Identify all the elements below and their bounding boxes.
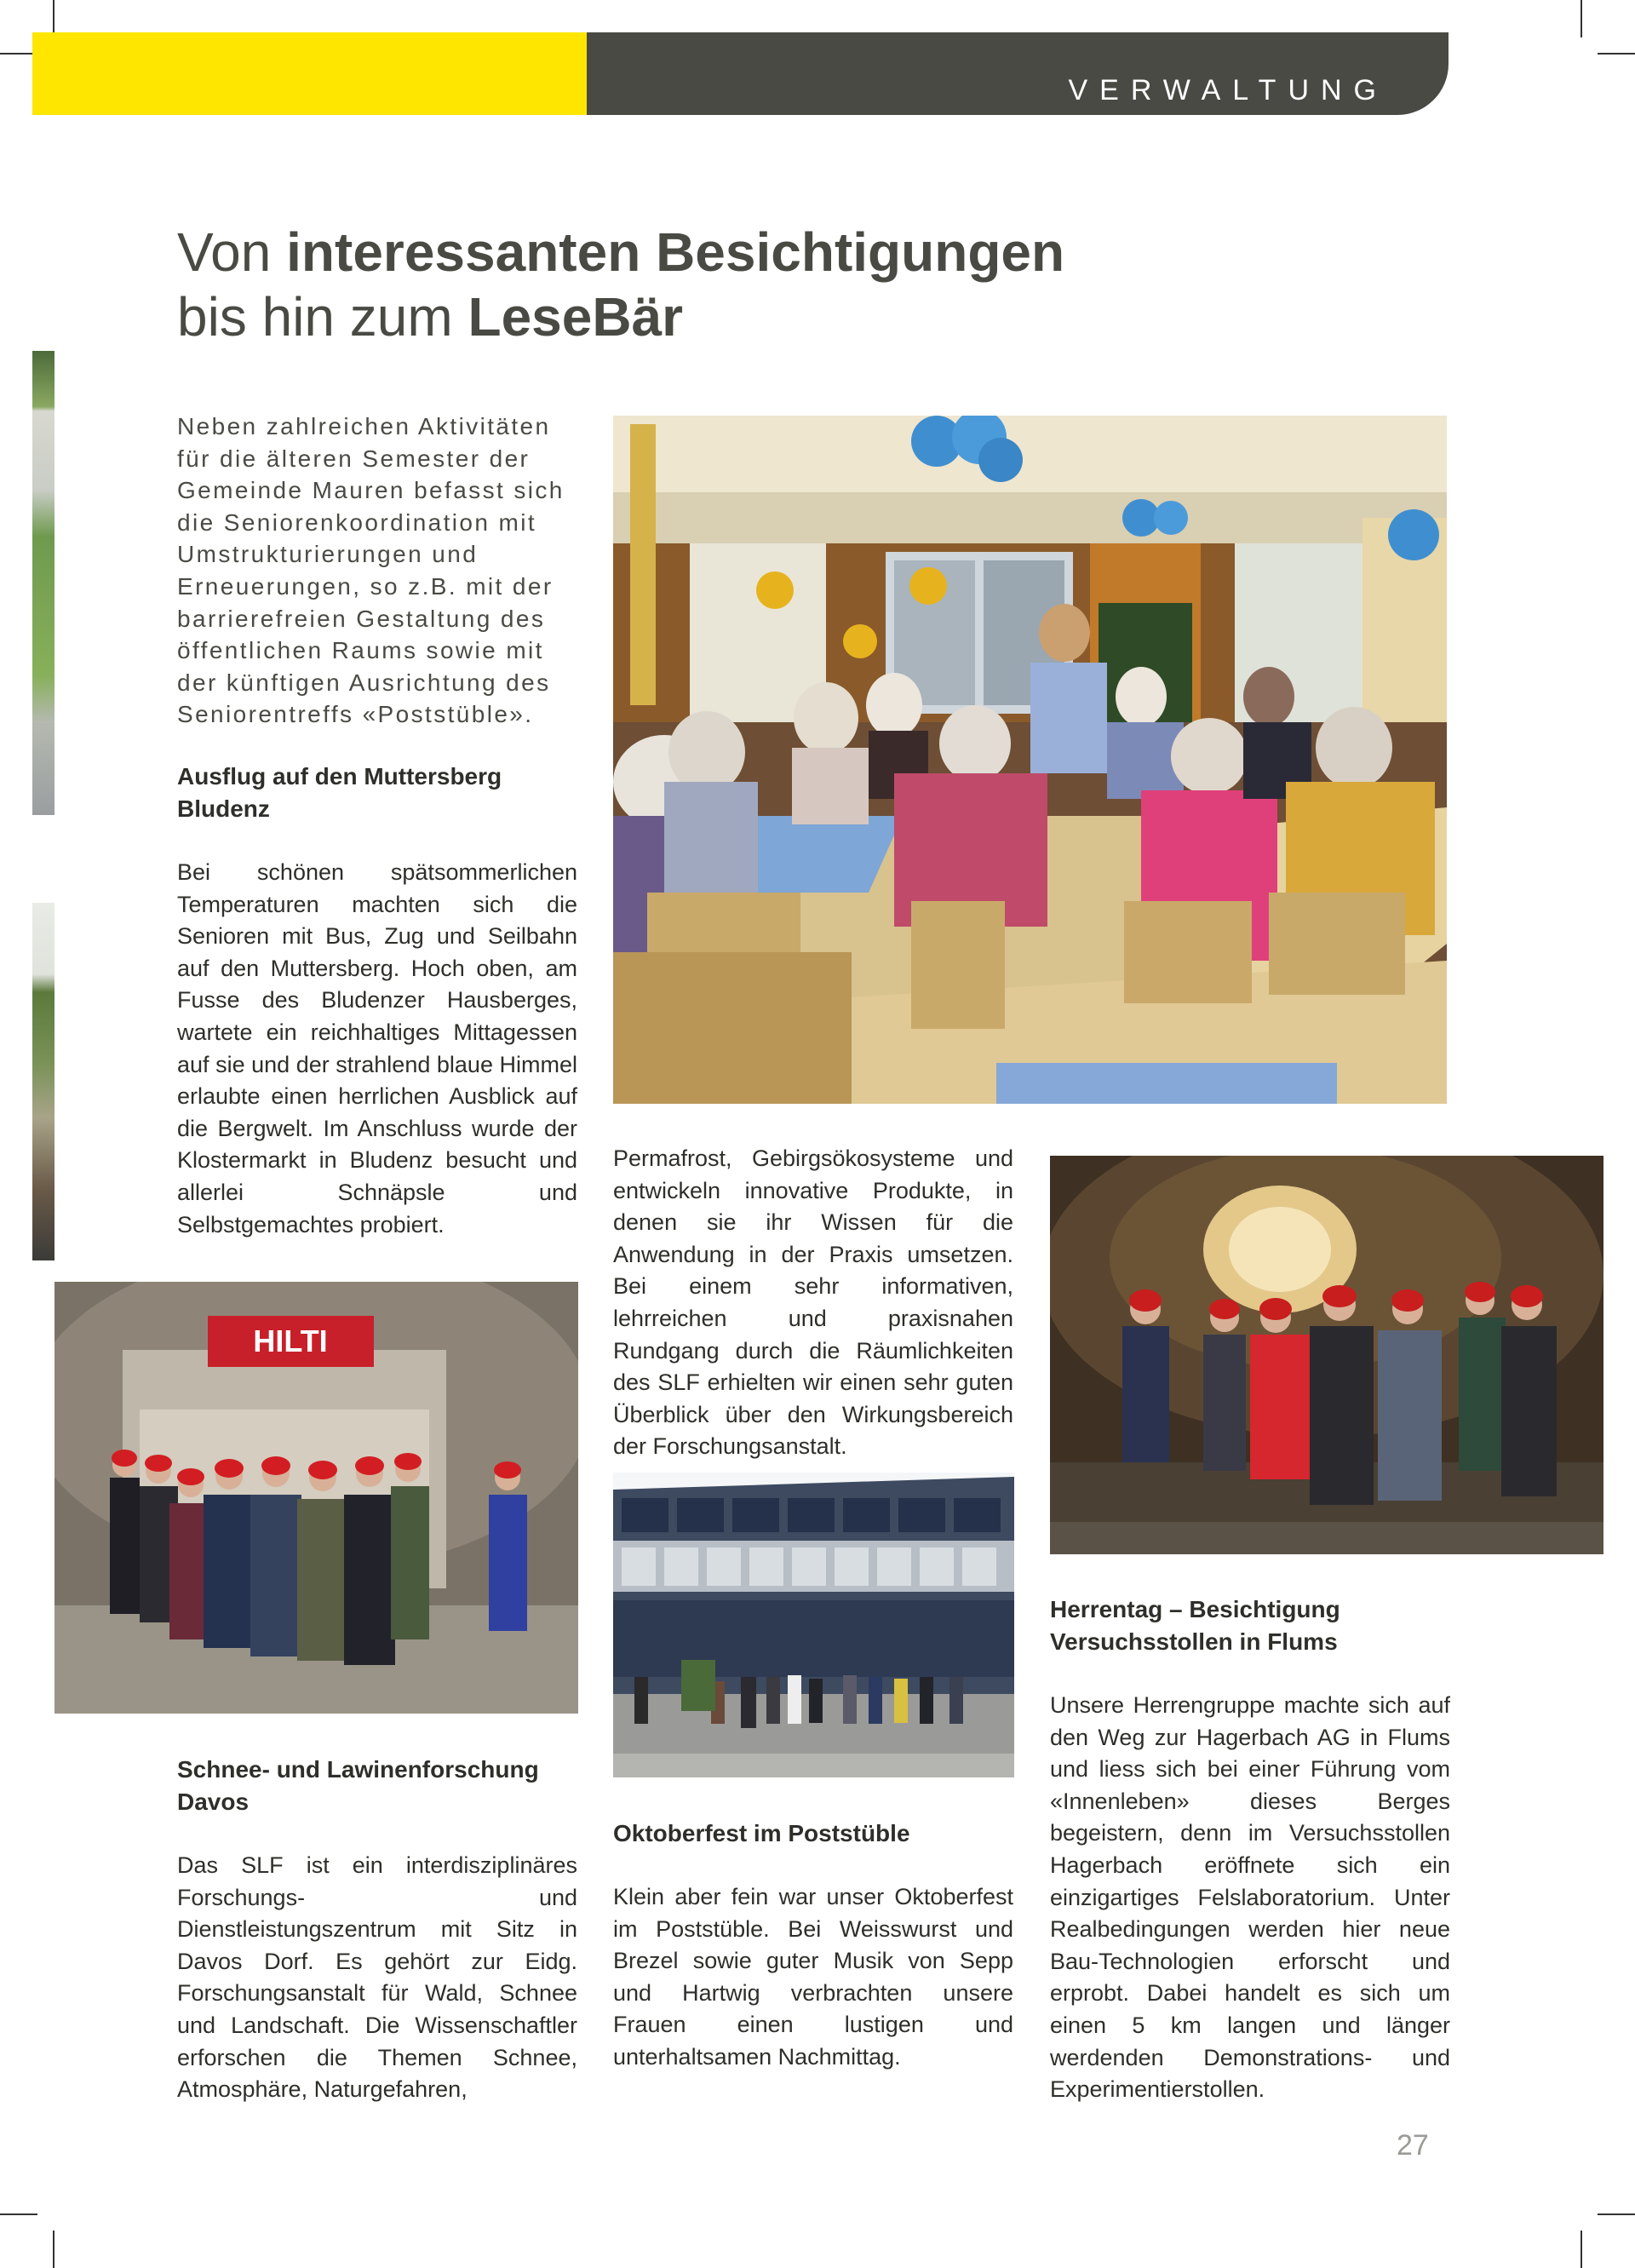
photo-hilti-tunnel: [54, 1282, 578, 1714]
photo-slf-building: [613, 1473, 1014, 1777]
crop-mark: [0, 2213, 37, 2215]
crop-mark: [1580, 2231, 1582, 2268]
edge-photo-strip: [32, 903, 54, 1260]
body-davos: Das SLF ist ein interdisziplinäres Forschungs- und Dienstleistungszentrum mit Sitz in Davos Dorf. Es gehört zur Eidg. Forschungsanstalt für Wald, Schnee und Landschaft. Die Wissenschaftler erforschen die Themen Schnee, Atmosphäre, Naturgefahren,: [177, 1852, 577, 2103]
photo-flums-tunnel: [1050, 1156, 1603, 1554]
hilti-sign-text: HILTI: [253, 1323, 328, 1358]
intro-text: Neben zahlreichen Aktivitäten für die älteren Semester der Gemeinde Mauren befasst sich die Seniorenkoordination mit Umstrukturierungen und Erneuerungen, so z.B. mit der barrierefreien Gestaltung des öffentlichen Raums sowie mit der künftigen Ausrichtung des Seniorentreffs «Poststüble».: [177, 413, 565, 728]
title-line1-bold: interessanten Besichtigungen: [286, 221, 1065, 283]
crop-mark: [1598, 2213, 1635, 2215]
header-accent-bar: [32, 32, 587, 115]
heading-davos: Schnee- und Lawinenforschung Davos: [177, 1756, 539, 1815]
crop-mark: [1598, 53, 1635, 55]
crop-mark: [1580, 0, 1582, 37]
body-oktoberfest: Klein aber fein war unser Oktoberfest im Poststüble. Bei Weisswurst und Brezel sowie guter Musik von Sepp und Hartwig verbrachten unsere Frauen einen lustigen und unterhaltsamen Nachmittag.: [613, 1884, 1013, 2070]
title-line1-regular: Von: [177, 221, 287, 283]
heading-oktoberfest: Oktoberfest im Poststüble: [613, 1820, 910, 1846]
photo-oktoberfest-party: [613, 416, 1447, 1104]
heading-flums: Herrentag – Besichtigung Versuchsstollen in Flums: [1050, 1596, 1340, 1655]
body-flums: Unsere Herrengruppe machte sich auf den Weg zur Hagerbach AG in Flums und liess sich bei einer Führung vom «Innenleben» dieses Berges begeistern, denn im Versuchsstollen Hagerbach eröffnete sich ein einzigartiges Felslaboratorium. Unter Realbedingungen werden hier neue Bau-Technologien erforscht und erprobt. Dabei handelt es sich um einen 5 km langen und länger werdenden Demonstrations- und Experimentierstollen.: [1050, 1692, 1450, 2103]
edge-photo-strip: [32, 351, 54, 815]
crop-mark: [53, 2231, 54, 2268]
title-line2-regular: bis hin zum: [177, 286, 468, 347]
page-title: [177, 220, 1199, 349]
body-muttersberg: Bei schönen spätsommerlichen Temperaturen machten sich die Senioren mit Bus, Zug und Seilbahn auf den Muttersberg. Hoch oben, am Fusse des Bludenzer Hausberges, wartete ein reichhaltiges Mittagessen auf sie und der strahlend blaue Himmel erlaubte einen herrlichen Ausblick auf die Bergwelt. Im Anschluss wurde der Klostermarkt in Bludenz besucht und allerlei Schnäpsle und Selbstgemachtes probiert.: [177, 859, 577, 1237]
heading-muttersberg: Ausflug auf den Muttersberg Bludenz: [177, 763, 502, 822]
page-number: 27: [1397, 2129, 1429, 2162]
section-label: VERWALTUNG: [1068, 74, 1388, 106]
title-line2-bold: LeseBär: [468, 286, 684, 347]
body-davos-continued: Permafrost, Gebirgsökosysteme und entwickeln innovative Produkte, in denen sie ihr Wissen für die Anwendung in der Praxis umsetzen. Bei einem sehr informativen, lehrreichen und praxisnahen Rundgang durch die Räumlichkeiten des SLF erhielten wir einen sehr guten Überblick über den Wirkungsbereich der Forschungsanstalt.: [613, 1145, 1013, 1460]
